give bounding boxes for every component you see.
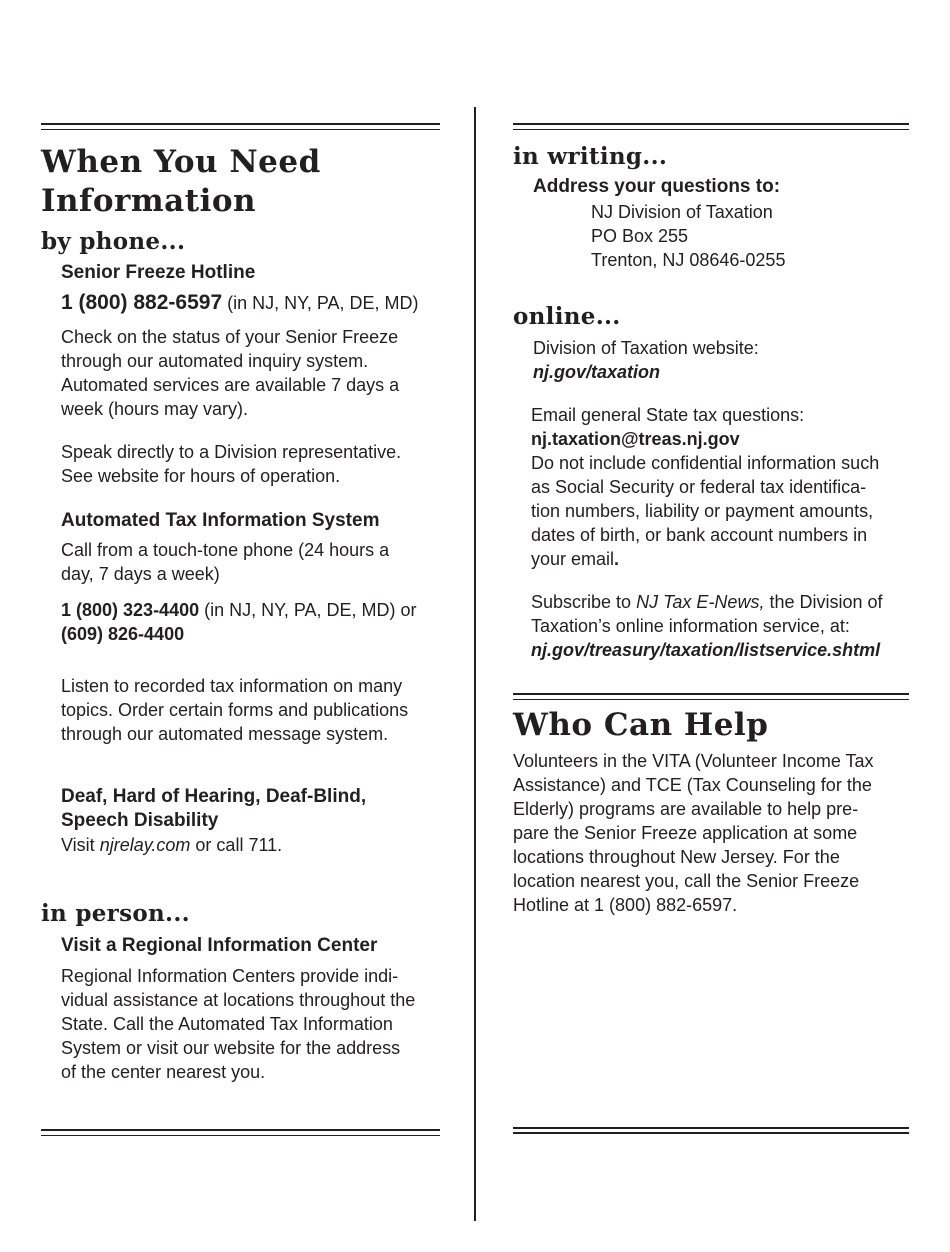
text-line: Elderly) programs are available to help pre- bbox=[513, 799, 859, 819]
text-line: as Social Security or federal tax identifica- bbox=[531, 477, 867, 497]
bottom-rule-left bbox=[41, 1129, 440, 1136]
atis-recorded-info bbox=[61, 674, 451, 746]
text-line: day, 7 days a week) bbox=[61, 564, 220, 584]
listservice-link[interactable]: nj.gov/treasury/taxation/listservice.shtml bbox=[531, 640, 881, 660]
address-line: PO Box 255 bbox=[591, 226, 689, 246]
in-person-heading: in person... bbox=[41, 900, 190, 927]
text-line: topics. Order certain forms and publications bbox=[61, 700, 409, 720]
text-line: System or visit our website for the address bbox=[61, 1038, 401, 1058]
hotline-states: (in NJ, NY, PA, DE, MD) bbox=[227, 293, 419, 313]
atis-number-tollfree: 1 (800) 323-4400 bbox=[61, 600, 200, 620]
representative-text bbox=[61, 440, 451, 488]
who-can-help-heading: Who Can Help bbox=[513, 707, 769, 743]
atis-number-local: (609) 826-4400 bbox=[61, 624, 185, 644]
ric-description bbox=[61, 964, 451, 1084]
subscribe-suffix: the Division of bbox=[769, 592, 883, 612]
text-line: location nearest you, call the Senior Freeze bbox=[513, 871, 860, 891]
text-line: through our automated inquiry system. bbox=[61, 351, 369, 371]
deaf-section bbox=[61, 785, 451, 857]
text-line: Hotline at 1 (800) 882-6597. bbox=[513, 895, 738, 915]
atis-description bbox=[61, 538, 451, 586]
text-line: Check on the status of your Senior Freeze bbox=[61, 327, 399, 347]
njrelay-link[interactable]: njrelay.com bbox=[99, 835, 191, 855]
atis-title: Automated Tax Information System bbox=[61, 510, 380, 531]
subscribe-name: NJ Tax E-News, bbox=[636, 592, 765, 612]
address-title: Address your questions to: bbox=[533, 176, 781, 197]
website-link[interactable]: nj.gov/taxation bbox=[533, 362, 661, 382]
hotline-number-line bbox=[61, 291, 419, 315]
text-line: of the center nearest you. bbox=[61, 1062, 266, 1082]
text-line: week (hours may vary). bbox=[61, 399, 249, 419]
online-heading: online... bbox=[513, 303, 621, 330]
text-line: Volunteers in the VITA (Volunteer Income Tax bbox=[513, 751, 874, 771]
hotline-number: 1 (800) 882-6597 bbox=[61, 291, 223, 314]
hotline-title: Senior Freeze Hotline bbox=[61, 262, 256, 283]
email-block bbox=[531, 403, 921, 571]
deaf-call: or call 711. bbox=[195, 835, 283, 855]
top-rule-left bbox=[41, 123, 440, 130]
column-divider bbox=[474, 107, 476, 1221]
page-title-line1: When You Need bbox=[41, 144, 321, 180]
text-line: locations throughout New Jersey. For the bbox=[513, 847, 840, 867]
subscribe-line1 bbox=[531, 590, 931, 614]
atis-states: (in NJ, NY, PA, DE, MD) or bbox=[204, 600, 417, 620]
mailing-address bbox=[591, 200, 911, 272]
in-writing-heading: in writing... bbox=[513, 143, 668, 170]
text-line: State. Call the Automated Tax Information bbox=[61, 1014, 393, 1034]
text-line: tion numbers, liability or payment amounts, bbox=[531, 501, 874, 521]
deaf-visit: Visit bbox=[61, 835, 95, 855]
text-line: pare the Senior Freeze application at some bbox=[513, 823, 858, 843]
by-phone-heading: by phone... bbox=[41, 228, 186, 255]
email-link[interactable]: nj.taxation@treas.nj.gov bbox=[531, 429, 740, 449]
address-line: Trenton, NJ 08646-0255 bbox=[591, 250, 786, 270]
subscribe-line2: Taxation’s online information service, at: bbox=[531, 616, 850, 636]
deaf-contact bbox=[61, 833, 451, 857]
text-line: See website for hours of operation. bbox=[61, 466, 341, 486]
mid-rule-right bbox=[513, 693, 909, 700]
deaf-title-line1: Deaf, Hard of Hearing, Deaf-Blind, bbox=[61, 786, 367, 807]
address-line: NJ Division of Taxation bbox=[591, 202, 773, 222]
deaf-title-line2: Speech Disability bbox=[61, 810, 219, 831]
text-line bbox=[531, 547, 921, 571]
email-label: Email general State tax questions: bbox=[531, 405, 805, 425]
top-rule-right bbox=[513, 123, 909, 130]
website-label: Division of Taxation website: bbox=[533, 338, 759, 358]
page-title-line2: Information bbox=[41, 183, 257, 219]
text-line: dates of birth, or bank account numbers in bbox=[531, 525, 868, 545]
page-title bbox=[41, 143, 461, 221]
text-line: Listen to recorded tax information on many bbox=[61, 676, 403, 696]
website-block bbox=[533, 336, 913, 384]
text-line: Regional Information Centers provide indi- bbox=[61, 966, 399, 986]
help-description bbox=[513, 749, 913, 917]
text-line: Automated services are available 7 days a bbox=[61, 375, 400, 395]
atis-number-line bbox=[61, 598, 451, 622]
subscribe-block bbox=[531, 590, 931, 662]
bottom-rule-right bbox=[513, 1127, 909, 1134]
text-line: through our automated message system. bbox=[61, 724, 389, 744]
atis-numbers bbox=[61, 598, 451, 646]
email-warning-period: . bbox=[614, 549, 620, 569]
text-line: Speak directly to a Division representative. bbox=[61, 442, 402, 462]
subscribe-prefix: Subscribe to bbox=[531, 592, 632, 612]
ric-title: Visit a Regional Information Center bbox=[61, 935, 378, 956]
email-warning-last: your email bbox=[531, 549, 615, 569]
text-line: Assistance) and TCE (Tax Counseling for the bbox=[513, 775, 872, 795]
text-line: Call from a touch-tone phone (24 hours a bbox=[61, 540, 390, 560]
hotline-description bbox=[61, 325, 451, 421]
text-line: vidual assistance at locations throughout the bbox=[61, 990, 416, 1010]
text-line: Do not include confidential information such bbox=[531, 453, 880, 473]
